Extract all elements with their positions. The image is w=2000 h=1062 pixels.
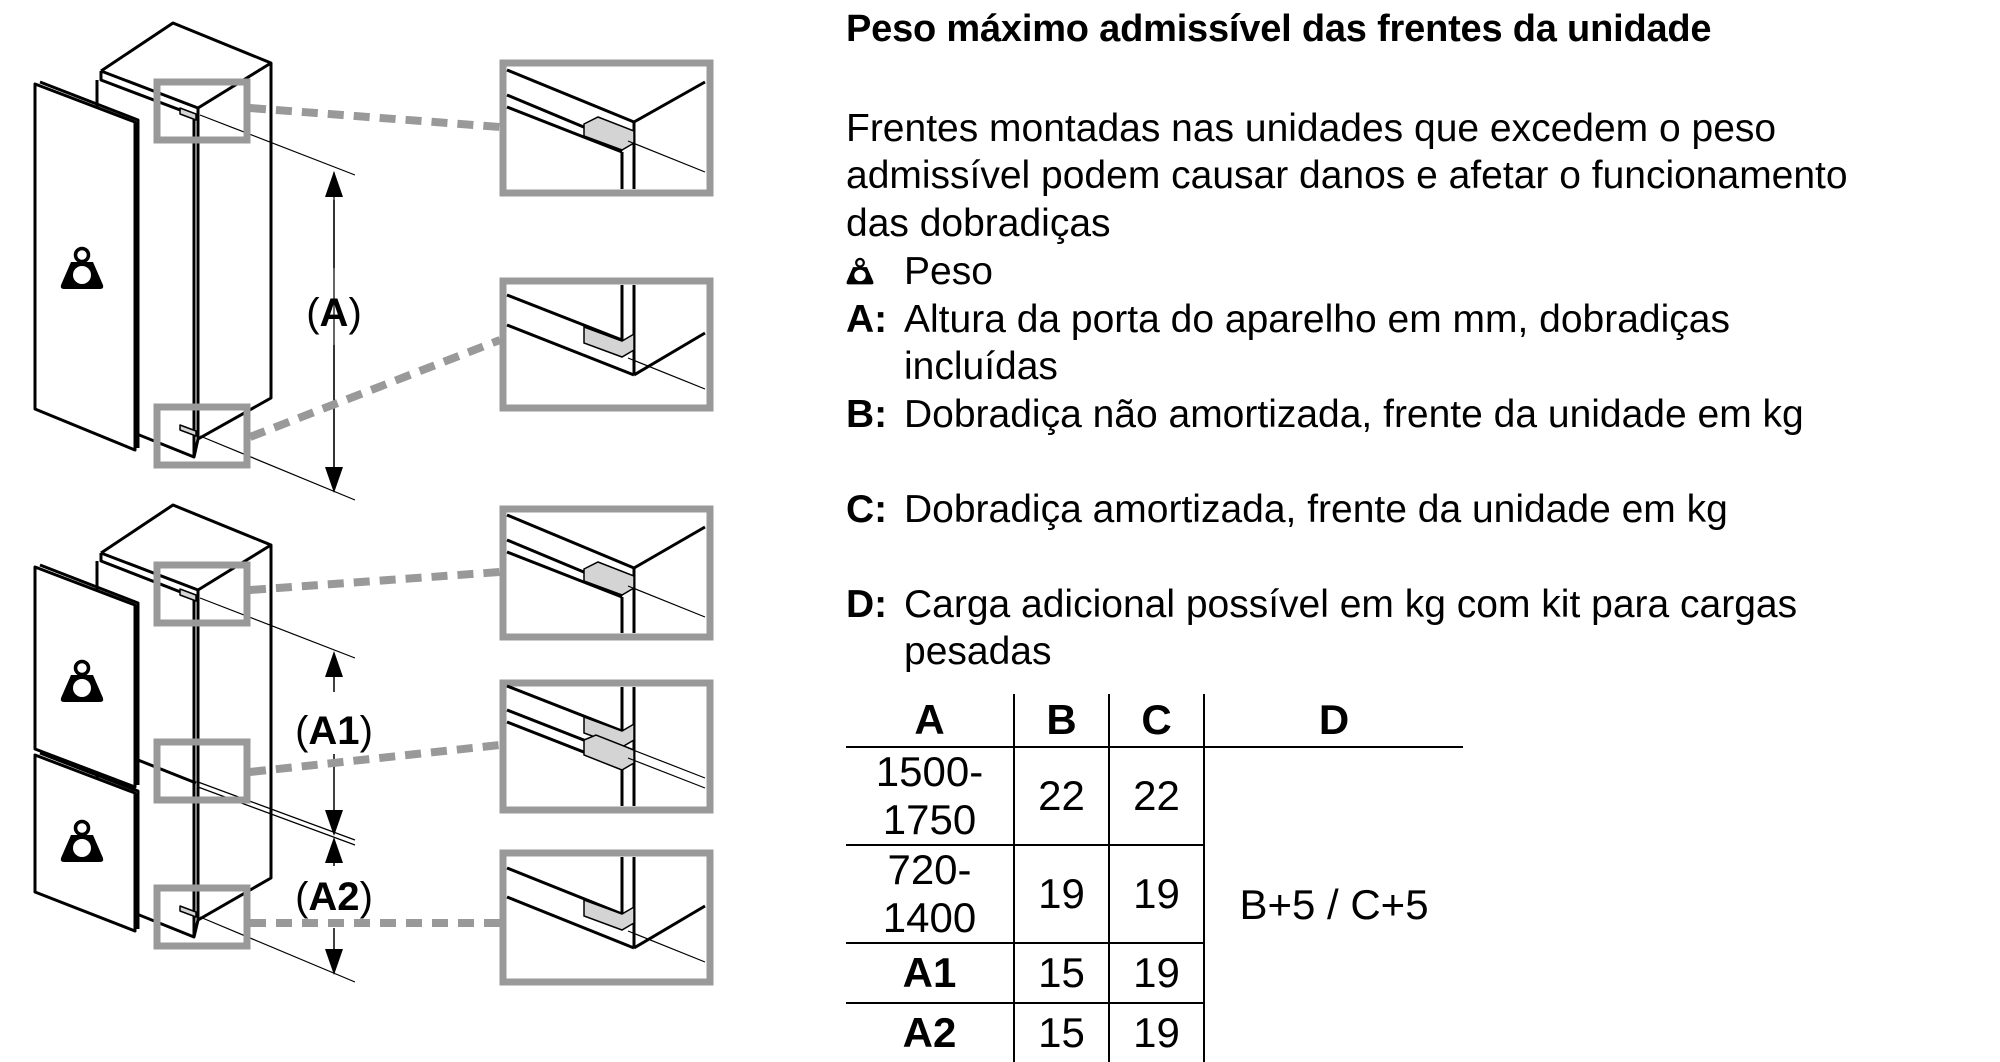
detail-middle-hinge [503,683,710,810]
intro-line-3: das dobradiças [846,202,1111,245]
cell-a: 720-1400 [846,845,1014,943]
lower-fridge [35,505,271,937]
legend-item-B [846,391,1804,439]
dimension-A [306,171,362,493]
svg-text:(A): (A) [306,291,362,335]
weight-icon [846,252,874,290]
cell-a: 1500-1750 [846,747,1014,845]
legend-item-C [846,486,1728,534]
col-header-A: A [846,694,1014,747]
upper-fridge [35,23,271,457]
callout-connectors [250,108,500,923]
legend-key: A: [846,298,888,341]
detail-top-hinge [503,63,710,193]
detail-top-hinge-2 [503,509,710,637]
weight-table [846,694,1463,1062]
legend-text: Carga adicional possível em kg com kit para cargas [904,583,1798,626]
legend-item-D [846,581,1797,629]
dimension-A1 [295,651,373,836]
table-row [846,747,1463,845]
legend-text: Dobradiça não amortizada, frente da unidade em kg [904,393,1804,436]
detail-bottom-hinge-2 [503,853,710,982]
legend-weight [846,248,993,296]
legend-key: C: [846,488,888,531]
legend-item-D-cont: pesadas [904,630,1052,673]
legend-key: D: [846,583,888,626]
callout-source-boxes [157,82,247,946]
col-header-B: B [1014,694,1109,747]
cell-b: 15 [1014,1003,1109,1062]
cell-c: 19 [1109,1003,1204,1062]
legend-text: Dobradiça amortizada, frente da unidade em kg [904,488,1728,531]
dimension-A2 [295,837,373,975]
cell-d-merged: B+5 / C+5 [1204,747,1463,1062]
cell-b: 22 [1014,747,1109,845]
col-header-C: C [1109,694,1204,747]
cell-c: 19 [1109,943,1204,1003]
legend-item-A [846,296,1730,344]
weight-label: Peso [904,250,993,293]
intro-line-2: admissível podem causar danos e afetar o funcionamento [846,154,1848,197]
legend-item-A-cont: incluídas [904,345,1058,388]
fridge-hinge-diagram [0,0,760,1000]
detail-bottom-hinge [503,281,710,408]
page-title: Peso máximo admissível das frentes da unidade [846,8,1712,50]
cell-a: A2 [902,1009,957,1056]
cell-a: A1 [846,943,1014,1003]
cell-c: 22 [1109,747,1204,845]
cell-b: 15 [1014,943,1109,1003]
legend-text: Altura da porta do aparelho em mm, dobradiças [904,298,1730,341]
intro-line-1: Frentes montadas nas unidades que excedem o peso [846,107,1777,150]
col-header-D: D [1204,694,1463,747]
cell-c: 19 [1109,845,1204,943]
svg-text:(A2): (A2) [295,875,373,919]
svg-text:(A1): (A1) [295,709,373,753]
cell-b: 19 [1014,845,1109,943]
legend-key: B: [846,393,888,436]
